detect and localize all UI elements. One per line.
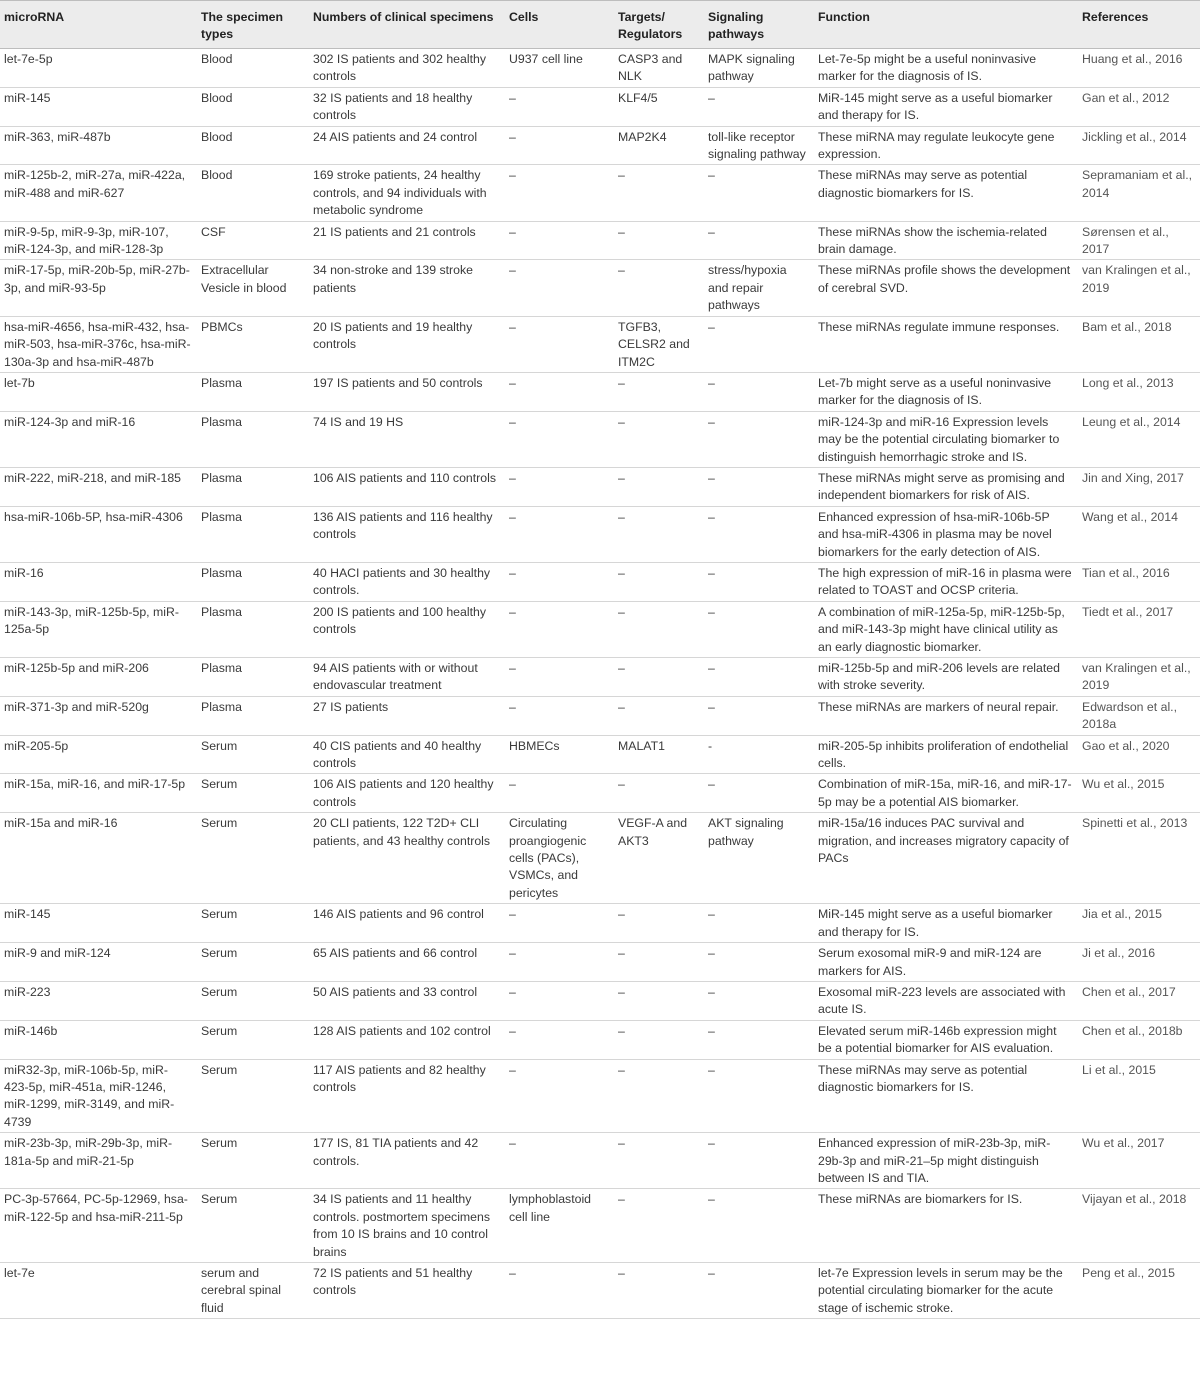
cell-reference: Vijayan et al., 2018 — [1077, 1189, 1200, 1263]
cell-reference: Tian et al., 2016 — [1077, 562, 1200, 601]
cell-function: miR-125b-5p and miR-206 levels are related with stroke severity. — [813, 658, 1077, 697]
cell-specimen-type: Plasma — [196, 562, 308, 601]
cell-specimen-type: Plasma — [196, 696, 308, 735]
cell-microrna: miR-145 — [0, 87, 196, 126]
cell-function: MiR-145 might serve as a useful biomarker and therapy for IS. — [813, 904, 1077, 943]
cell-cells: HBMECs — [504, 735, 613, 774]
cell-microrna: miR-146b — [0, 1020, 196, 1059]
table-row — [0, 411, 1200, 467]
cell-reference: Leung et al., 2014 — [1077, 411, 1200, 467]
cell-microrna: miR-15a and miR-16 — [0, 813, 196, 904]
table-row — [0, 562, 1200, 601]
cell-function: These miRNAs are biomarkers for IS. — [813, 1189, 1077, 1263]
cell-targets: VEGF-A and AKT3 — [613, 813, 703, 904]
cell-reference: Chen et al., 2018b — [1077, 1020, 1200, 1059]
cell-cells: – — [504, 316, 613, 372]
cell-specimen-type: Serum — [196, 1189, 308, 1263]
cell-clinical-specimens: 34 non-stroke and 139 stroke patients — [308, 260, 504, 316]
cell-signaling-pathway: – — [703, 1059, 813, 1133]
cell-signaling-pathway: – — [703, 467, 813, 506]
cell-specimen-type: Plasma — [196, 372, 308, 411]
cell-microrna: let-7e — [0, 1263, 196, 1319]
cell-signaling-pathway: – — [703, 601, 813, 657]
cell-function: miR-124-3p and miR-16 Expression levels may be the potential circulating biomarker to distinguish hemorrhagic stroke and IS. — [813, 411, 1077, 467]
cell-function: These miRNAs may serve as potential diagnostic biomarkers for IS. — [813, 165, 1077, 221]
cell-targets: – — [613, 467, 703, 506]
cell-signaling-pathway: – — [703, 221, 813, 260]
cell-specimen-type: Serum — [196, 1020, 308, 1059]
cell-reference: Sørensen et al., 2017 — [1077, 221, 1200, 260]
cell-specimen-type: Extracellular Vesicle in blood — [196, 260, 308, 316]
cell-clinical-specimens: 65 AIS patients and 66 control — [308, 943, 504, 982]
cell-microrna: miR-9 and miR-124 — [0, 943, 196, 982]
cell-reference: Spinetti et al., 2013 — [1077, 813, 1200, 904]
cell-reference: Chen et al., 2017 — [1077, 981, 1200, 1020]
cell-cells: lymphoblastoid cell line — [504, 1189, 613, 1263]
table-row — [0, 467, 1200, 506]
cell-specimen-type: Plasma — [196, 411, 308, 467]
cell-reference: Jin and Xing, 2017 — [1077, 467, 1200, 506]
cell-signaling-pathway: – — [703, 1133, 813, 1189]
cell-function: These miRNAs regulate immune responses. — [813, 316, 1077, 372]
cell-targets: – — [613, 904, 703, 943]
cell-signaling-pathway: – — [703, 904, 813, 943]
cell-clinical-specimens: 146 AIS patients and 96 control — [308, 904, 504, 943]
cell-function: MiR-145 might serve as a useful biomarker and therapy for IS. — [813, 87, 1077, 126]
table-row — [0, 506, 1200, 562]
header-specimen-types: The specimen types — [196, 1, 308, 49]
cell-specimen-type: Serum — [196, 1133, 308, 1189]
cell-function: Exosomal miR-223 levels are associated with acute IS. — [813, 981, 1077, 1020]
cell-targets: – — [613, 981, 703, 1020]
cell-targets: – — [613, 221, 703, 260]
cell-function: The high expression of miR-16 in plasma were related to TOAST and OCSP criteria. — [813, 562, 1077, 601]
cell-reference: Wu et al., 2015 — [1077, 774, 1200, 813]
cell-clinical-specimens: 72 IS patients and 51 healthy controls — [308, 1263, 504, 1319]
table-row — [0, 260, 1200, 316]
cell-signaling-pathway: – — [703, 1020, 813, 1059]
cell-microrna: miR-371-3p and miR-520g — [0, 696, 196, 735]
cell-specimen-type: Blood — [196, 126, 308, 165]
cell-clinical-specimens: 20 CLI patients, 122 T2D+ CLI patients, and 43 healthy controls — [308, 813, 504, 904]
cell-specimen-type: Serum — [196, 735, 308, 774]
cell-microrna: miR-222, miR-218, and miR-185 — [0, 467, 196, 506]
cell-cells: – — [504, 943, 613, 982]
cell-reference: Sepramaniam et al., 2014 — [1077, 165, 1200, 221]
table-row — [0, 1020, 1200, 1059]
cell-reference: Ji et al., 2016 — [1077, 943, 1200, 982]
cell-targets: – — [613, 506, 703, 562]
cell-clinical-specimens: 200 IS patients and 100 healthy controls — [308, 601, 504, 657]
cell-clinical-specimens: 20 IS patients and 19 healthy controls — [308, 316, 504, 372]
cell-reference: Long et al., 2013 — [1077, 372, 1200, 411]
table-row — [0, 943, 1200, 982]
cell-reference: Wu et al., 2017 — [1077, 1133, 1200, 1189]
cell-targets: – — [613, 1133, 703, 1189]
cell-targets: – — [613, 260, 703, 316]
cell-microrna: miR-143-3p, miR-125b-5p, miR-125a-5p — [0, 601, 196, 657]
table-row — [0, 126, 1200, 165]
cell-function: A combination of miR-125a-5p, miR-125b-5p, and miR-143-3p might have clinical utility as an early diagnostic biomarker. — [813, 601, 1077, 657]
cell-function: These miRNAs show the ischemia-related brain damage. — [813, 221, 1077, 260]
cell-microrna: PC-3p-57664, PC-5p-12969, hsa-miR-122-5p and hsa-miR-211-5p — [0, 1189, 196, 1263]
table-header — [0, 1, 1200, 49]
cell-signaling-pathway: – — [703, 506, 813, 562]
cell-microrna: miR-17-5p, miR-20b-5p, miR-27b-3p, and miR-93-5p — [0, 260, 196, 316]
cell-signaling-pathway: – — [703, 774, 813, 813]
cell-function: Serum exosomal miR-9 and miR-124 are markers for AIS. — [813, 943, 1077, 982]
cell-targets: MALAT1 — [613, 735, 703, 774]
cell-function: These miRNAs profile shows the development of cerebral SVD. — [813, 260, 1077, 316]
table-row — [0, 981, 1200, 1020]
cell-targets: – — [613, 1263, 703, 1319]
table-row — [0, 696, 1200, 735]
cell-function: let-7e Expression levels in serum may be the potential circulating biomarker for the acute stage of ischemic stroke. — [813, 1263, 1077, 1319]
cell-clinical-specimens: 177 IS, 81 TIA patients and 42 controls. — [308, 1133, 504, 1189]
cell-cells: – — [504, 1059, 613, 1133]
header-targets: Targets/ Regulators — [613, 1, 703, 49]
cell-clinical-specimens: 136 AIS patients and 116 healthy controls — [308, 506, 504, 562]
cell-signaling-pathway: – — [703, 562, 813, 601]
cell-microrna: miR-145 — [0, 904, 196, 943]
cell-specimen-type: Blood — [196, 49, 308, 88]
cell-clinical-specimens: 40 CIS patients and 40 healthy controls — [308, 735, 504, 774]
cell-reference: Wang et al., 2014 — [1077, 506, 1200, 562]
cell-signaling-pathway: – — [703, 165, 813, 221]
table-row — [0, 1189, 1200, 1263]
cell-microrna: let-7b — [0, 372, 196, 411]
cell-specimen-type: Blood — [196, 87, 308, 126]
table-row — [0, 316, 1200, 372]
cell-microrna: let-7e-5p — [0, 49, 196, 88]
table-row — [0, 601, 1200, 657]
cell-targets: – — [613, 372, 703, 411]
cell-cells: – — [504, 981, 613, 1020]
cell-function: These miRNAs may serve as potential diagnostic biomarkers for IS. — [813, 1059, 1077, 1133]
cell-targets: – — [613, 1059, 703, 1133]
cell-function: miR-205-5p inhibits proliferation of endothelial cells. — [813, 735, 1077, 774]
cell-cells: – — [504, 165, 613, 221]
cell-cells: – — [504, 506, 613, 562]
cell-cells: U937 cell line — [504, 49, 613, 88]
cell-reference: Huang et al., 2016 — [1077, 49, 1200, 88]
cell-signaling-pathway: - — [703, 735, 813, 774]
table-row — [0, 658, 1200, 697]
cell-cells: – — [504, 126, 613, 165]
cell-microrna: miR32-3p, miR-106b-5p, miR-423-5p, miR-451a, miR-1246, miR-1299, miR-3149, and miR-4739 — [0, 1059, 196, 1133]
cell-signaling-pathway: AKT signaling pathway — [703, 813, 813, 904]
cell-targets: – — [613, 411, 703, 467]
cell-clinical-specimens: 27 IS patients — [308, 696, 504, 735]
cell-specimen-type: Serum — [196, 774, 308, 813]
cell-cells: – — [504, 601, 613, 657]
cell-specimen-type: Serum — [196, 813, 308, 904]
cell-reference: Jia et al., 2015 — [1077, 904, 1200, 943]
cell-function: Enhanced expression of miR-23b-3p, miR-29b-3p and miR-21–5p might distinguish between IS and TIA. — [813, 1133, 1077, 1189]
cell-microrna: miR-363, miR-487b — [0, 126, 196, 165]
table-row — [0, 774, 1200, 813]
header-cells: Cells — [504, 1, 613, 49]
cell-targets: – — [613, 165, 703, 221]
cell-cells: – — [504, 1020, 613, 1059]
cell-cells: – — [504, 221, 613, 260]
cell-clinical-specimens: 74 IS and 19 HS — [308, 411, 504, 467]
cell-reference: Bam et al., 2018 — [1077, 316, 1200, 372]
cell-specimen-type: Plasma — [196, 601, 308, 657]
header-references: References — [1077, 1, 1200, 49]
table-row — [0, 372, 1200, 411]
cell-microrna: miR-23b-3p, miR-29b-3p, miR-181a-5p and miR-21-5p — [0, 1133, 196, 1189]
cell-specimen-type: Serum — [196, 904, 308, 943]
cell-specimen-type: PBMCs — [196, 316, 308, 372]
cell-signaling-pathway: – — [703, 316, 813, 372]
cell-targets: CASP3 and NLK — [613, 49, 703, 88]
cell-cells: Circulating proangiogenic cells (PACs), VSMCs, and pericytes — [504, 813, 613, 904]
cell-reference: Peng et al., 2015 — [1077, 1263, 1200, 1319]
cell-reference: van Kralingen et al., 2019 — [1077, 658, 1200, 697]
cell-function: Let-7b might serve as a useful noninvasive marker for the diagnosis of IS. — [813, 372, 1077, 411]
cell-reference: Tiedt et al., 2017 — [1077, 601, 1200, 657]
cell-signaling-pathway: – — [703, 87, 813, 126]
cell-cells: – — [504, 904, 613, 943]
table-row — [0, 221, 1200, 260]
cell-clinical-specimens: 106 AIS patients and 110 controls — [308, 467, 504, 506]
cell-targets: – — [613, 601, 703, 657]
cell-cells: – — [504, 87, 613, 126]
cell-reference: van Kralingen et al., 2019 — [1077, 260, 1200, 316]
cell-cells: – — [504, 1133, 613, 1189]
table-row — [0, 87, 1200, 126]
table-row — [0, 735, 1200, 774]
cell-specimen-type: CSF — [196, 221, 308, 260]
cell-specimen-type: Serum — [196, 1059, 308, 1133]
header-row — [0, 1, 1200, 49]
cell-targets: – — [613, 943, 703, 982]
cell-function: These miRNAs are markers of neural repair. — [813, 696, 1077, 735]
cell-cells: – — [504, 467, 613, 506]
header-signaling-pathways: Signaling pathways — [703, 1, 813, 49]
cell-clinical-specimens: 40 HACI patients and 30 healthy controls. — [308, 562, 504, 601]
cell-cells: – — [504, 696, 613, 735]
cell-targets: – — [613, 696, 703, 735]
cell-function: Elevated serum miR-146b expression might be a potential biomarker for AIS evaluation. — [813, 1020, 1077, 1059]
cell-microrna: miR-125b-5p and miR-206 — [0, 658, 196, 697]
table-row — [0, 1263, 1200, 1319]
cell-specimen-type: Serum — [196, 981, 308, 1020]
cell-signaling-pathway: – — [703, 1189, 813, 1263]
cell-microrna: hsa-miR-4656, hsa-miR-432, hsa-miR-503, hsa-miR-376c, hsa-miR-130a-3p and hsa-miR-487b — [0, 316, 196, 372]
table-row — [0, 904, 1200, 943]
cell-signaling-pathway: toll-like receptor signaling pathway — [703, 126, 813, 165]
header-function: Function — [813, 1, 1077, 49]
table-row — [0, 1059, 1200, 1133]
cell-clinical-specimens: 302 IS patients and 302 healthy controls — [308, 49, 504, 88]
cell-specimen-type: Plasma — [196, 658, 308, 697]
cell-signaling-pathway: – — [703, 658, 813, 697]
cell-microrna: miR-223 — [0, 981, 196, 1020]
cell-function: Let-7e-5p might be a useful noninvasive marker for the diagnosis of IS. — [813, 49, 1077, 88]
cell-clinical-specimens: 32 IS patients and 18 healthy controls — [308, 87, 504, 126]
cell-clinical-specimens: 197 IS patients and 50 controls — [308, 372, 504, 411]
cell-reference: Li et al., 2015 — [1077, 1059, 1200, 1133]
cell-signaling-pathway: – — [703, 943, 813, 982]
cell-clinical-specimens: 117 AIS patients and 82 healthy controls — [308, 1059, 504, 1133]
cell-specimen-type: Plasma — [196, 467, 308, 506]
header-microrna: microRNA — [0, 1, 196, 49]
cell-reference: Gao et al., 2020 — [1077, 735, 1200, 774]
cell-cells: – — [504, 1263, 613, 1319]
cell-signaling-pathway: – — [703, 411, 813, 467]
header-clinical-specimens: Numbers of clinical specimens — [308, 1, 504, 49]
cell-signaling-pathway: – — [703, 981, 813, 1020]
cell-cells: – — [504, 658, 613, 697]
table-body — [0, 49, 1200, 1319]
cell-reference: Gan et al., 2012 — [1077, 87, 1200, 126]
cell-clinical-specimens: 34 IS patients and 11 healthy controls. postmortem specimens from 10 IS brains and 10 control brains — [308, 1189, 504, 1263]
cell-signaling-pathway: – — [703, 1263, 813, 1319]
cell-clinical-specimens: 21 IS patients and 21 controls — [308, 221, 504, 260]
cell-targets: – — [613, 1020, 703, 1059]
cell-specimen-type: Plasma — [196, 506, 308, 562]
cell-signaling-pathway: MAPK signaling pathway — [703, 49, 813, 88]
cell-specimen-type: serum and cerebral spinal fluid — [196, 1263, 308, 1319]
cell-function: Enhanced expression of hsa-miR-106b-5P and hsa-miR-4306 in plasma may be novel biomarkers for the early detection of AIS. — [813, 506, 1077, 562]
cell-clinical-specimens: 106 AIS patients and 120 healthy controls — [308, 774, 504, 813]
cell-targets: KLF4/5 — [613, 87, 703, 126]
cell-microrna: miR-16 — [0, 562, 196, 601]
cell-specimen-type: Serum — [196, 943, 308, 982]
table-row — [0, 49, 1200, 88]
cell-microrna: miR-125b-2, miR-27a, miR-422a, miR-488 and miR-627 — [0, 165, 196, 221]
cell-targets: – — [613, 774, 703, 813]
cell-clinical-specimens: 94 AIS patients with or without endovascular treatment — [308, 658, 504, 697]
cell-clinical-specimens: 169 stroke patients, 24 healthy controls, and 94 individuals with metabolic syndrome — [308, 165, 504, 221]
cell-targets: – — [613, 1189, 703, 1263]
cell-microrna: miR-9-5p, miR-9-3p, miR-107, miR-124-3p, and miR-128-3p — [0, 221, 196, 260]
cell-targets: TGFB3, CELSR2 and ITM2C — [613, 316, 703, 372]
cell-reference: Edwardson et al., 2018a — [1077, 696, 1200, 735]
cell-microrna: miR-205-5p — [0, 735, 196, 774]
cell-specimen-type: Blood — [196, 165, 308, 221]
cell-signaling-pathway: – — [703, 372, 813, 411]
cell-clinical-specimens: 128 AIS patients and 102 control — [308, 1020, 504, 1059]
cell-cells: – — [504, 372, 613, 411]
cell-targets: – — [613, 562, 703, 601]
cell-function: Combination of miR-15a, miR-16, and miR-17-5p may be a potential AIS biomarker. — [813, 774, 1077, 813]
cell-function: These miRNA may regulate leukocyte gene expression. — [813, 126, 1077, 165]
cell-signaling-pathway: – — [703, 696, 813, 735]
cell-targets: – — [613, 658, 703, 697]
cell-cells: – — [504, 260, 613, 316]
cell-targets: MAP2K4 — [613, 126, 703, 165]
cell-cells: – — [504, 562, 613, 601]
cell-function: miR-15a/16 induces PAC survival and migration, and increases migratory capacity of PACs — [813, 813, 1077, 904]
cell-function: These miRNAs might serve as promising and independent biomarkers for risk of AIS. — [813, 467, 1077, 506]
cell-signaling-pathway: stress/hypoxia and repair pathways — [703, 260, 813, 316]
cell-microrna: hsa-miR-106b-5P, hsa-miR-4306 — [0, 506, 196, 562]
cell-microrna: miR-15a, miR-16, and miR-17-5p — [0, 774, 196, 813]
cell-reference: Jickling et al., 2014 — [1077, 126, 1200, 165]
cell-cells: – — [504, 774, 613, 813]
cell-cells: – — [504, 411, 613, 467]
cell-microrna: miR-124-3p and miR-16 — [0, 411, 196, 467]
cell-clinical-specimens: 50 AIS patients and 33 control — [308, 981, 504, 1020]
table-row — [0, 165, 1200, 221]
table-row — [0, 813, 1200, 904]
table-row — [0, 1133, 1200, 1189]
cell-clinical-specimens: 24 AIS patients and 24 control — [308, 126, 504, 165]
